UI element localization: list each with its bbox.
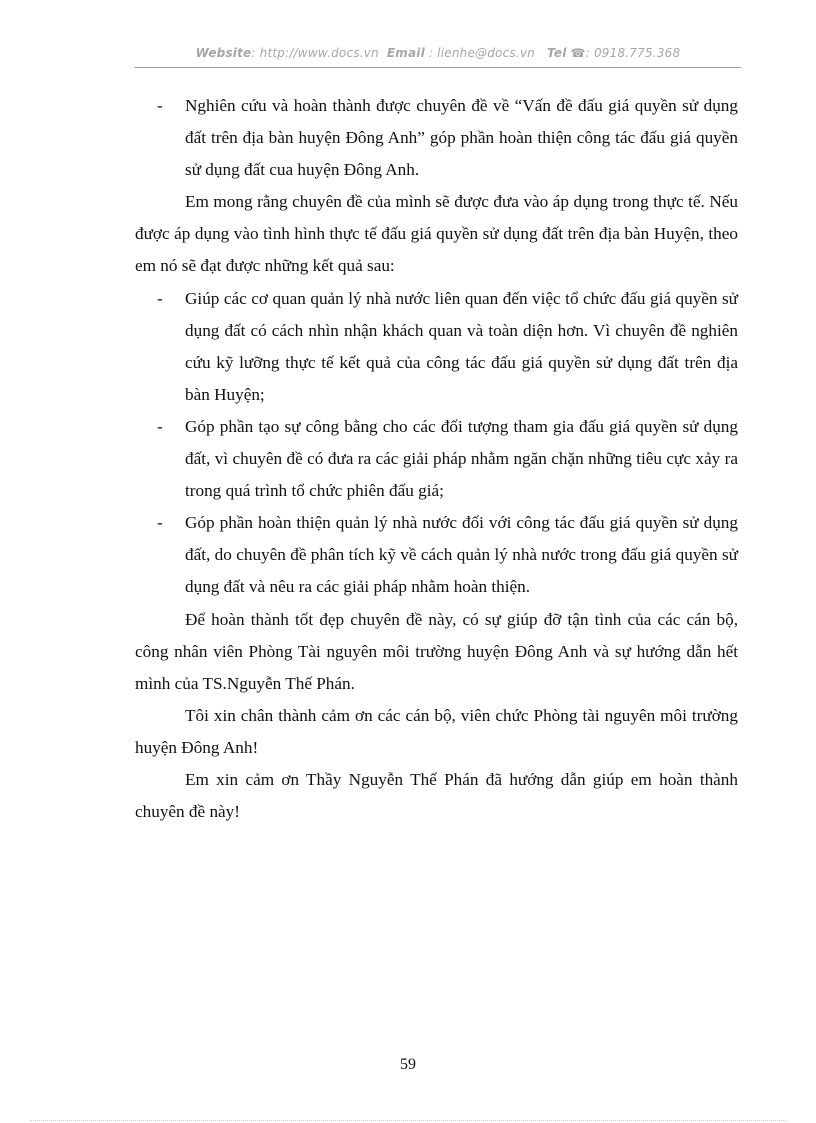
bullet-dash: - [157, 96, 163, 115]
paragraph: Để hoàn thành tốt đẹp chuyên đề này, có sự giúp đỡ tận tình của các cán bộ, công nhân viên Phòng Tài nguyên môi trường huyện Đông Anh và sự hướng dẫn hết mình của TS.Nguyễn Thế Phán. [135, 609, 738, 693]
paragraph: Tôi xin chân thành cảm ơn các cán bộ, viên chức Phòng tài nguyên môi trường huyện Đông Anh! [135, 705, 738, 757]
bullet-item [135, 90, 738, 186]
website-value: : http://www.docs.vn [251, 46, 379, 60]
website-label: Website [195, 46, 252, 60]
bullet-text: Góp phần hoàn thiện quản lý nhà nước đối với công tác đấu giá quyền sử dụng đất, do chuyên đề phân tích kỹ về cách quản lý nhà nước trong đấu giá quyền sử dụng đất và nêu ra các giải pháp nhằm hoàn thiện. [185, 513, 738, 597]
document-body [135, 90, 738, 828]
footer-divider [30, 1120, 786, 1121]
paragraph: Em mong rằng chuyên đề của mình sẽ được đưa vào áp dụng trong thực tế. Nếu được áp dụng vào tình hình thực tế đấu giá quyền sử dụng đất trên địa bàn Huyện, theo em nó sẽ đạt được những kết quả sau: [135, 192, 738, 276]
bullet-text: Góp phần tạo sự công bằng cho các đối tượng tham gia đấu giá quyền sử dụng đất, vì chuyên đề có đưa ra các giải pháp nhằm ngăn chặn những tiêu cực xảy ra trong quá trình tổ chức phiên đấu giá; [185, 416, 738, 501]
bullet-text: Nghiên cứu và hoàn thành được chuyên đề về “Vấn đề đấu giá quyền sử dụng đất trên địa bàn huyện Đông Anh” góp phần hoàn thiện công tác đấu giá quyền sử dụng đất cua huyện Đông Anh. [185, 96, 738, 180]
tel-value: : 0918.775.368 [585, 46, 681, 60]
header-divider [135, 67, 741, 68]
bullet-item [135, 507, 738, 603]
paragraph: Em xin cảm ơn Thầy Nguyễn Thế Phán đã hướng dẫn giúp em hoàn thành chuyên đề này! [135, 769, 738, 822]
bullet-dash: - [157, 416, 163, 436]
phone-icon: ☎ [570, 46, 586, 60]
tel-label: Tel [547, 46, 567, 60]
bullet-item [135, 283, 738, 411]
page-header [135, 46, 741, 60]
email-value: : lienhe@docs.vn [428, 46, 535, 60]
email-label: Email [386, 46, 425, 60]
bullet-dash: - [157, 288, 163, 308]
page-number: 59 [400, 1056, 416, 1073]
bullet-dash: - [157, 513, 163, 533]
bullet-text: Giúp các cơ quan quản lý nhà nước liên quan đến việc tổ chức đấu giá quyền sử dụng đất có cách nhìn nhận khách quan và toàn diện hơn. Vì chuyên đề nghiên cứu kỹ lưỡng thực tế kết quả của công tác đấu giá quyền sử dụng đất trên địa bàn Huyện; [185, 288, 738, 404]
bullet-item [135, 411, 738, 507]
